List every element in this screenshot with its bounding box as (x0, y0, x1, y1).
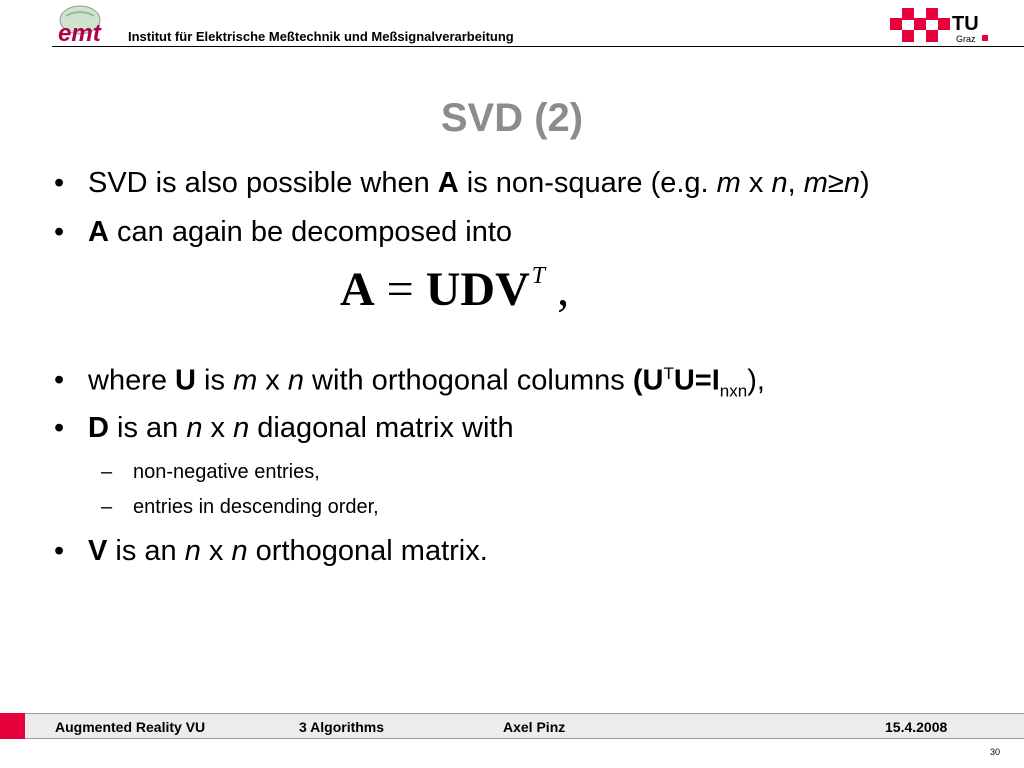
geq-symbol: ≥ (827, 167, 844, 199)
footer-chapter: 3 Algorithms (299, 719, 385, 735)
variable: n (231, 535, 248, 567)
variable: n (287, 364, 304, 397)
sub-bullet-text: entries in descending order, (133, 496, 379, 518)
bullet-text: where (88, 364, 176, 397)
variable: n (186, 412, 203, 444)
transpose-superscript: T (531, 263, 546, 289)
equation-comma: , (545, 263, 570, 316)
page-number: 30 (990, 747, 1001, 757)
sub-bullet-dash: – (101, 496, 113, 518)
equation-rhs: UDV (425, 263, 530, 316)
times-symbol: x (257, 364, 288, 397)
sub-bullet-dash: – (101, 461, 113, 483)
times-symbol: x (200, 535, 232, 567)
sub-bullet-descending (101, 496, 379, 519)
equation-lhs: A (340, 263, 375, 316)
variable: m (716, 167, 741, 199)
footer-accent (0, 713, 25, 739)
bullet-text: SVD is also possible when (88, 167, 438, 199)
times-symbol: x (740, 167, 772, 199)
svg-text:Graz: Graz (956, 34, 976, 44)
identity-subscript: nxn (719, 381, 748, 401)
matrix-symbol: A (437, 167, 459, 199)
bullet-decomposed (54, 216, 513, 249)
bullet-text: orthogonal matrix. (247, 535, 488, 567)
formula-part: (U (632, 364, 664, 397)
bullet-text: diagonal matrix with (249, 412, 514, 444)
bullet-d-matrix (54, 412, 514, 445)
bullet-text: is non-square (e.g. (458, 167, 717, 199)
footer-strip (25, 713, 1024, 739)
bracket: ) (859, 167, 870, 199)
bullet-text: is an (108, 412, 187, 444)
variable: n (233, 412, 250, 444)
variable: m (803, 167, 828, 199)
footer-date: 15.4.2008 (885, 719, 948, 735)
slide-footer (0, 713, 1024, 739)
transpose-superscript: T (663, 364, 674, 383)
sub-bullet-nonnegative (101, 461, 320, 484)
institute-name: Institut für Elektrische Meßtechnik und Meßsignalverarbeitung (128, 29, 514, 44)
svg-text:TU: TU (952, 13, 979, 35)
times-symbol: x (202, 412, 234, 444)
variable: n (184, 535, 201, 567)
bullet-svd-nonsquare (54, 167, 870, 200)
matrix-symbol: V (88, 535, 108, 567)
bullet-dot: • (54, 412, 65, 444)
separator: , (787, 167, 804, 199)
variable: m (233, 364, 258, 397)
slide-title: SVD (2) (440, 96, 584, 140)
sub-bullet-text: non-negative entries, (133, 461, 320, 483)
footer-author: Axel Pinz (503, 719, 566, 735)
bullet-text: with orthogonal columns (304, 364, 633, 397)
variable: n (771, 167, 788, 199)
bullet-text: is an (107, 535, 185, 567)
bracket: ), (747, 364, 765, 397)
bullet-u-matrix (54, 364, 765, 401)
bullet-dot: • (54, 216, 65, 248)
bullet-dot: • (54, 535, 65, 567)
footer-course: Augmented Reality VU (55, 719, 206, 735)
equals-sign: = (374, 263, 426, 316)
bullet-text: can again be decomposed into (108, 216, 513, 248)
svd-equation (340, 262, 569, 317)
bullet-dot: • (54, 167, 65, 199)
bullet-text: is (196, 364, 234, 397)
variable: n (843, 167, 860, 199)
matrix-symbol: U (175, 364, 196, 397)
matrix-symbol: D (88, 412, 109, 444)
bullet-dot: • (54, 364, 65, 396)
svg-text:emt: emt (58, 20, 101, 46)
matrix-symbol: A (88, 216, 109, 248)
formula-part: U=I (673, 364, 720, 397)
bullet-v-matrix (54, 535, 488, 568)
